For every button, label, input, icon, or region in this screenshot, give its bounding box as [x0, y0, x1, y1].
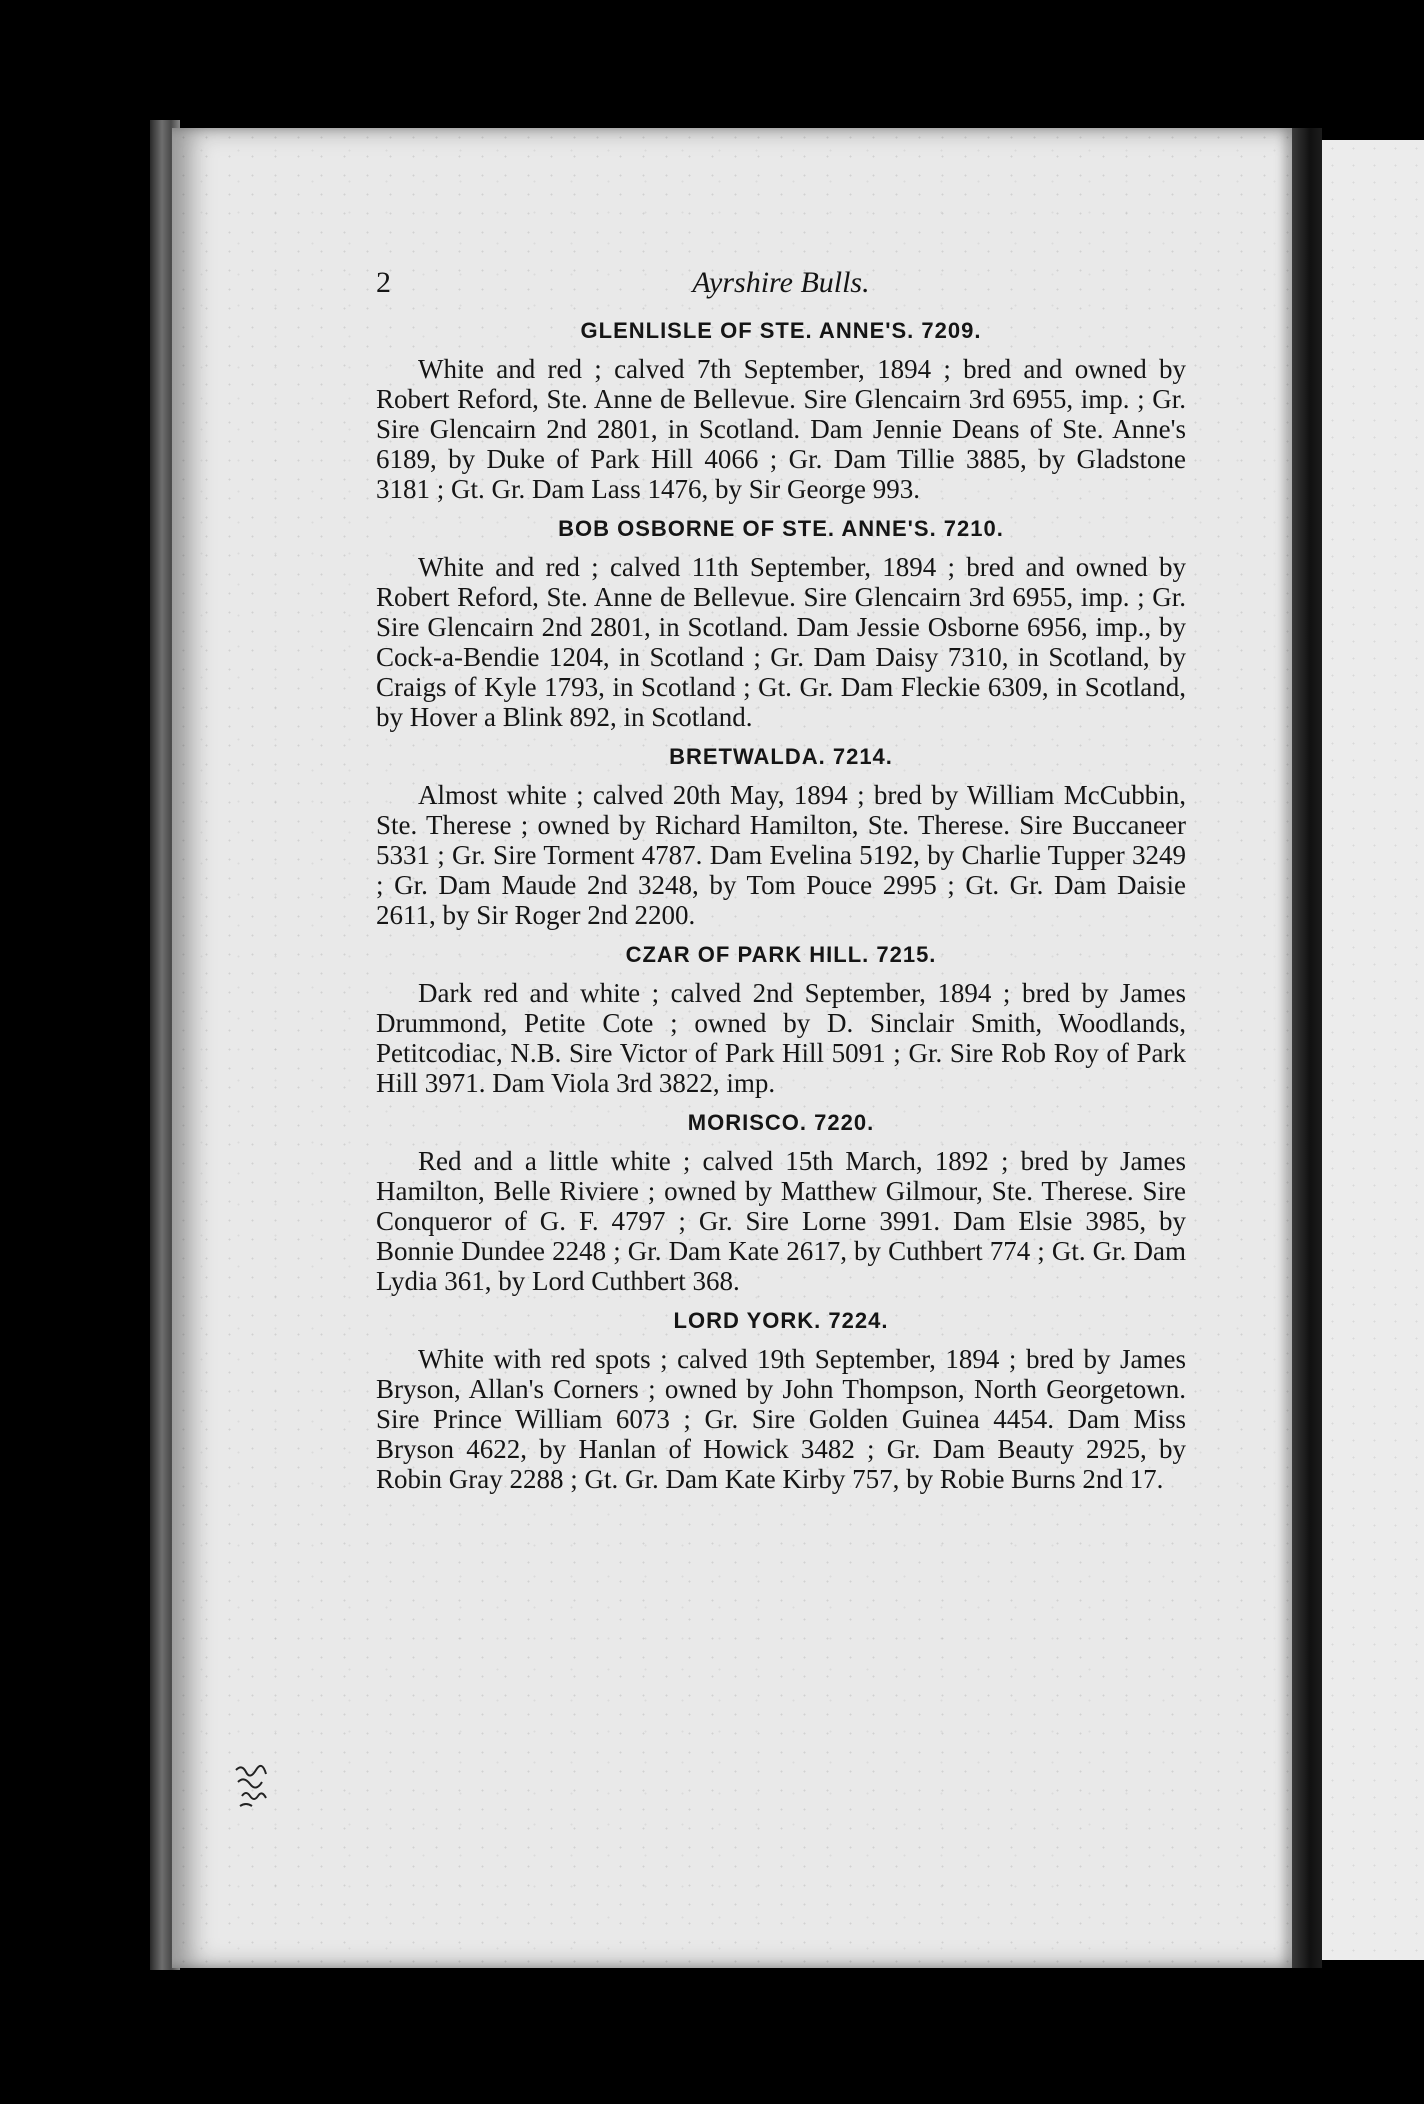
page-number: 2 [376, 266, 391, 299]
page-gutter [1292, 128, 1322, 1968]
handwritten-margin-note [232, 1762, 280, 1812]
entry-title: MORISCO. 7220. [687, 1110, 875, 1135]
entry-title: BRETWALDA. 7214. [669, 744, 893, 769]
entry-title: BOB OSBORNE OF STE. ANNE'S. 7210. [558, 516, 1004, 541]
entry [376, 318, 1186, 504]
entry-body: White and red ; calved 11th September, 1894 ; bred and owned by Robert Reford, Ste. Anne de Bellevue. Sire Glencairn 3rd 6955, imp. ; Gr. Sire Glencairn 2nd 2801, in Scotland. Dam Jessie Osborne 6956, imp., by Cock-a-Bendie 1204, in Scotland ; Gr. Dam Daisy 7310, in Scotland, by Craigs of Kyle 1793, in Scotland ; Gt. Gr. Dam Fleckie 6309, in Scotland, by Hover a Blink 892, in Scotland. [376, 552, 1186, 732]
entry [376, 942, 1186, 1098]
entry [376, 744, 1186, 930]
page-header [376, 266, 1186, 306]
facing-page-edge [1322, 140, 1424, 1960]
entry [376, 516, 1186, 732]
entry-body: White with red spots ; calved 19th September, 1894 ; bred by James Bryson, Allan's Corners ; owned by John Thompson, North Georgetown. Sire Prince William 6073 ; Gr. Sire Golden Guinea 4454. Dam Miss Bryson 4622, by Hanlan of Howick 3482 ; Gr. Dam Beauty 2925, by Robin Gray 2288 ; Gt. Gr. Dam Kate Kirby 757, by Robie Burns 2nd 17. [376, 1344, 1186, 1494]
entry-body: Dark red and white ; calved 2nd September, 1894 ; bred by James Drummond, Petite Cote ; owned by D. Sinclair Smith, Woodlands, Petitcodiac, N.B. Sire Victor of Park Hill 5091 ; Gr. Sire Rob Roy of Park Hill 3971. Dam Viola 3rd 3822, imp. [376, 978, 1186, 1098]
entry-title: GLENLISLE OF STE. ANNE'S. 7209. [580, 318, 982, 343]
entry-body: Almost white ; calved 20th May, 1894 ; bred by William McCubbin, Ste. Therese ; owned by Richard Hamilton, Ste. Therese. Sire Buccaneer 5331 ; Gr. Sire Torment 4787. Dam Evelina 5192, by Charlie Tupper 3249 ; Gr. Dam Maude 2nd 3248, by Tom Pouce 2995 ; Gt. Gr. Dam Daisie 2611, by Sir Roger 2nd 2200. [376, 780, 1186, 930]
entry [376, 1110, 1186, 1296]
entry-title: CZAR OF PARK HILL. 7215. [625, 942, 937, 967]
running-head: Ayrshire Bulls. [692, 266, 870, 299]
handwriting-scribble-icon [232, 1762, 280, 1812]
entry-body: Red and a little white ; calved 15th March, 1892 ; bred by James Hamilton, Belle Riviere ; owned by Matthew Gilmour, Ste. Therese. Sire Conqueror of G. F. 4797 ; Gr. Sire Lorne 3991. Dam Elsie 3985, by Bonnie Dundee 2248 ; Gr. Dam Kate 2617, by Cuthbert 774 ; Gt. Gr. Dam Lydia 361, by Lord Cuthbert 368. [376, 1146, 1186, 1296]
entry-body: White and red ; calved 7th September, 1894 ; bred and owned by Robert Reford, Ste. Anne de Bellevue. Sire Glencairn 3rd 6955, imp. ; Gr. Sire Glencairn 2nd 2801, in Scotland. Dam Jennie Deans of Ste. Anne's 6189, by Duke of Park Hill 4066 ; Gr. Dam Tillie 3885, by Gladstone 3181 ; Gt. Gr. Dam Lass 1476, by Sir George 993. [376, 354, 1186, 504]
entry [376, 1308, 1186, 1494]
entry-title: LORD YORK. 7224. [673, 1308, 889, 1333]
page-content [376, 266, 1186, 1494]
